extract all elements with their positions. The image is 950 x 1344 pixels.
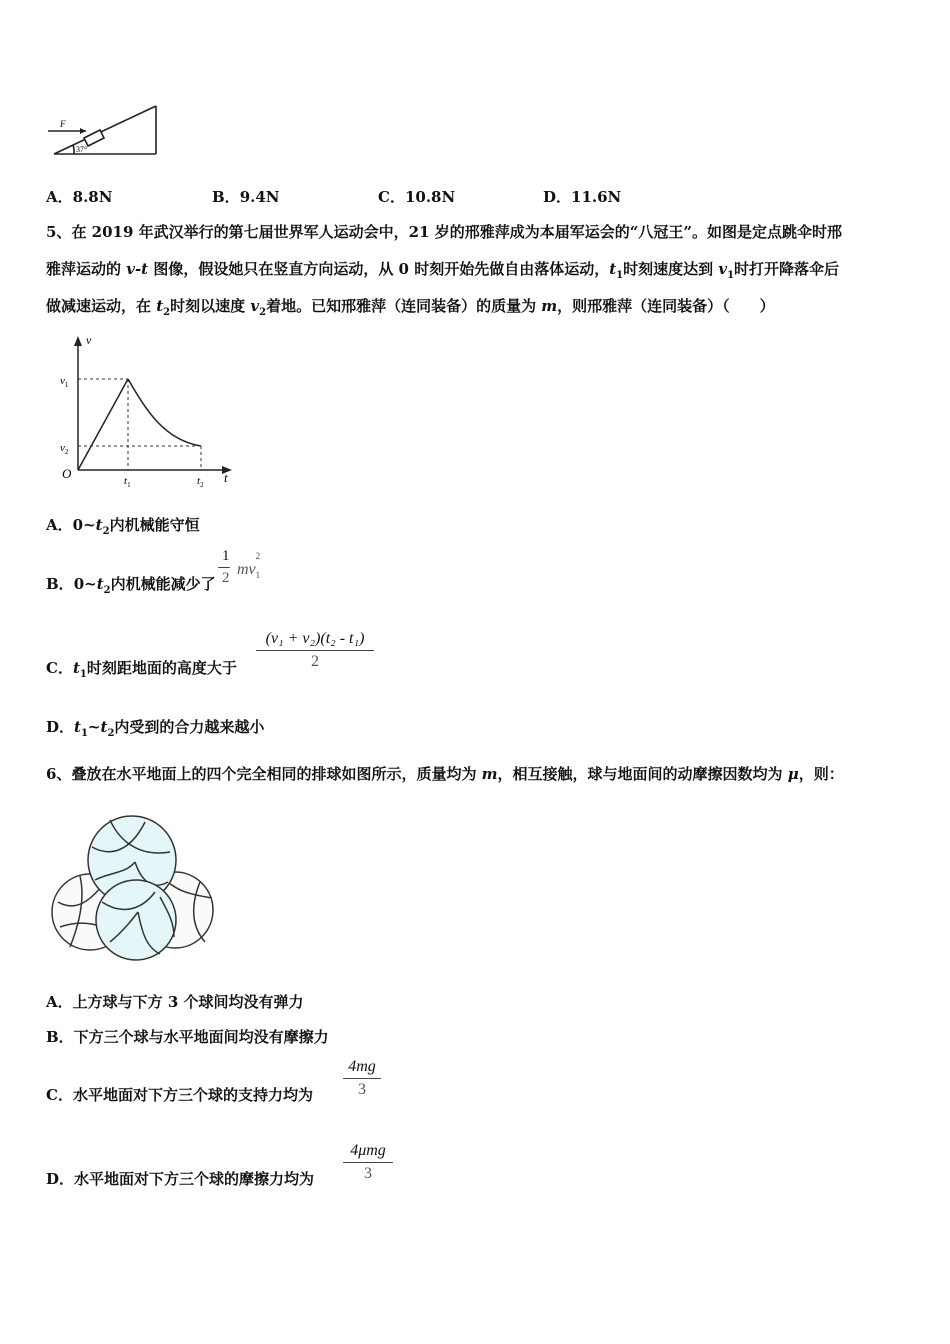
v2-label: $v_2$ — [60, 442, 69, 456]
q6-c-fraction: 4mg 3 — [343, 1058, 381, 1099]
incline-figure — [40, 98, 165, 160]
q5-c-fraction: (v₁ + v₂)(t₂ - t₁) 2 — [256, 630, 374, 671]
t2-label: $t_2$ — [197, 475, 204, 489]
q5-option-a: A．$0\sim t_2$内机械能守恒 — [46, 516, 200, 537]
q5-number: 5、 — [46, 223, 72, 241]
t1-label: $t_1$ — [124, 475, 131, 489]
v-axis-label: v — [86, 333, 92, 347]
q6-stem: 6、叠放在水平地面上的四个完全相同的排球如图所示，质量均为 m，相互接触，球与地面间的动摩擦因数均为 μ，则： — [46, 765, 844, 783]
q5-option-c: C．$t_1$时刻距地面的高度大于 — [46, 659, 237, 680]
q5-stem-line3: 做减速运动，在 $t_2$时刻以速度 $v_2$着地。已知邢雅萍（连同装备）的质量为 m，则邢雅萍（连同装备）（ ） — [46, 297, 775, 318]
q5-b-fraction: 1 2 — [218, 548, 234, 587]
vt-graph — [56, 332, 241, 492]
q4-option-c: C．10.8N — [378, 188, 456, 206]
force-label: F — [60, 119, 66, 129]
q4-option-d: D．11.6N — [543, 188, 622, 206]
volleyballs-figure — [50, 802, 220, 967]
origin-label: O — [62, 466, 72, 481]
q5-option-d: D．$t_1\sim t_2$内受到的合力越来越小 — [46, 718, 265, 739]
q5-b-mv: mv 2 $_1$ — [237, 551, 261, 581]
v1-label: $v_1$ — [60, 375, 69, 389]
q6-option-c: C．水平地面对下方三个球的支持力均为 — [46, 1086, 313, 1104]
q6-d-fraction: 4μmg 3 — [343, 1142, 393, 1183]
t-axis-label: t — [224, 470, 228, 485]
angle-label: 37° — [76, 145, 88, 154]
q5-option-b: B．$0\sim t_2$内机械能减少了 — [46, 575, 216, 596]
q6-option-a: A．上方球与下方 3 个球间均没有弹力 — [46, 993, 304, 1011]
q6-number: 6、 — [46, 765, 72, 783]
q5-stem-line1: 5、在 2019 年武汉举行的第七届世界军人运动会中，21 岁的邢雅萍成为本届军运会的“八冠王”。如图是定点跳伞时邢 — [46, 223, 842, 241]
q6-option-d: D．水平地面对下方三个球的摩擦力均为 — [46, 1170, 315, 1188]
q6-option-b: B．下方三个球与水平地面间均没有摩擦力 — [46, 1028, 329, 1046]
q4-option-a: A．8.8N — [46, 188, 113, 206]
q5-stem-line2: 雅萍运动的 v-t 图像，假设她只在竖直方向运动，从 0 时刻开始先做自由落体运动，$t_1$时刻速度达到 $v_1$时打开降落伞后 — [46, 260, 840, 281]
q4-option-b: B．9.4N — [212, 188, 280, 206]
